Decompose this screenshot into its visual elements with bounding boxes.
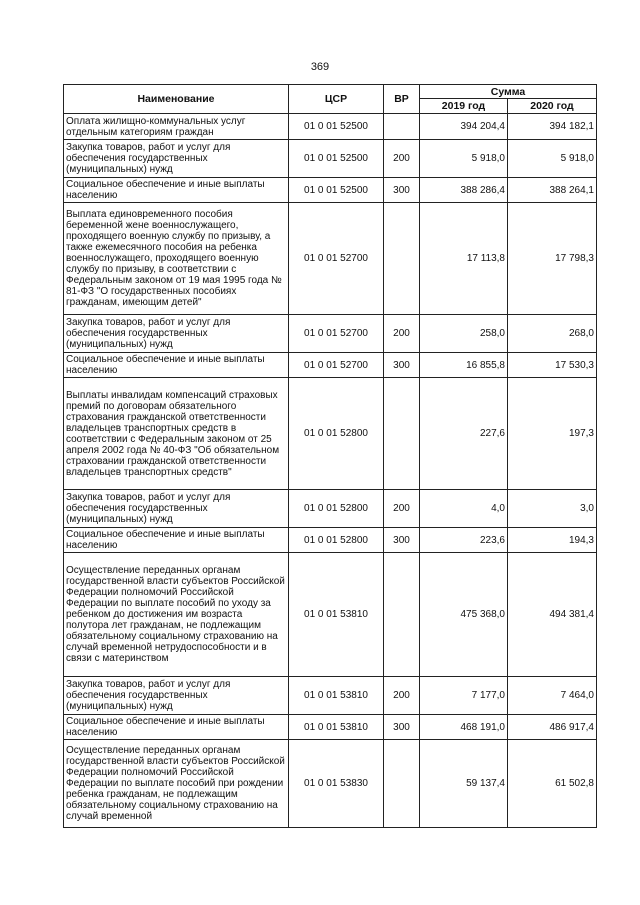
row-sum-2019: 227,6 [420,378,508,490]
row-sum-2020: 17 530,3 [508,353,597,378]
table-row [64,114,597,140]
table-row [64,353,597,378]
row-name: Осуществление переданных органам государственной власти субъектов Российской Федерации полномочий Российской Федерации по выплате пособий при рождении ребенка гражданам, не подлежащим обязательному социальному страхованию на случай временной [64,740,289,828]
row-sum-2019: 223,6 [420,528,508,553]
page-number: 369 [310,61,330,73]
row-vr: 200 [384,490,420,528]
table-row [64,140,597,178]
row-name: Выплата единовременного пособия беременной жене военнослужащего, проходящего военную службу по призыву, а также ежемесячного пособия на ребенка военнослужащего, проходящего военную службу по призыву, в соответствии с Федеральным законом от 19 мая 1995 года № 81-ФЗ "О государственных пособиях гражданам, имеющим детей" [64,203,289,315]
budget-table [63,84,597,828]
row-csr: 01 0 01 52500 [289,140,384,178]
column-header-vr: ВР [384,85,420,114]
row-vr [384,553,420,677]
row-sum-2019: 468 191,0 [420,715,508,740]
row-csr: 01 0 01 53810 [289,553,384,677]
row-csr: 01 0 01 52500 [289,178,384,203]
row-name: Социальное обеспечение и иные выплаты населению [64,715,289,740]
column-header-name: Наименование [64,85,289,114]
row-sum-2020: 388 264,1 [508,178,597,203]
row-name: Закупка товаров, работ и услуг для обеспечения государственных (муниципальных) нужд [64,677,289,715]
row-sum-2019: 17 113,8 [420,203,508,315]
row-sum-2020: 5 918,0 [508,140,597,178]
row-vr [384,378,420,490]
row-vr: 300 [384,353,420,378]
row-csr: 01 0 01 53810 [289,677,384,715]
table-header-row [64,85,597,99]
row-name: Социальное обеспечение и иные выплаты населению [64,353,289,378]
row-csr: 01 0 01 52800 [289,528,384,553]
row-name: Закупка товаров, работ и услуг для обеспечения государственных (муниципальных) нужд [64,140,289,178]
row-vr [384,203,420,315]
row-name: Выплаты инвалидам компенсаций страховых премий по договорам обязательного страхования гражданской ответственности владельцев транспортных средств в соответствии с Федеральным законом от 25 апреля 2002 года № 40-ФЗ "Об обязательном страховании гражданской ответственности владельцев транспортных средств" [64,378,289,490]
row-csr: 01 0 01 52800 [289,490,384,528]
row-sum-2020: 486 917,4 [508,715,597,740]
row-sum-2020: 17 798,3 [508,203,597,315]
table-row [64,178,597,203]
table-row [64,677,597,715]
table-row [64,378,597,490]
table-row [64,490,597,528]
row-sum-2019: 394 204,4 [420,114,508,140]
row-sum-2019: 388 286,4 [420,178,508,203]
row-csr: 01 0 01 53830 [289,740,384,828]
column-header-sum: Сумма [420,85,597,99]
table-row [64,528,597,553]
row-name: Оплата жилищно-коммунальных услуг отдельным категориям граждан [64,114,289,140]
row-name: Осуществление переданных органам государственной власти субъектов Российской Федерации полномочий Российской Федерации по выплате пособий по уходу за ребенком до достижения им возраста полутора лет гражданам, не подлежащим обязательному социальному страхованию на случай временной нетрудоспособности и в связи с материнством [64,553,289,677]
table-row [64,553,597,677]
row-sum-2019: 258,0 [420,315,508,353]
column-header-2020: 2020 год [508,99,597,114]
row-csr: 01 0 01 53810 [289,715,384,740]
table-row [64,740,597,828]
row-csr: 01 0 01 52800 [289,378,384,490]
row-vr [384,114,420,140]
row-vr [384,740,420,828]
row-sum-2019: 16 855,8 [420,353,508,378]
row-csr: 01 0 01 52700 [289,353,384,378]
column-header-csr: ЦСР [289,85,384,114]
row-name: Социальное обеспечение и иные выплаты населению [64,178,289,203]
row-sum-2020: 494 381,4 [508,553,597,677]
row-sum-2020: 268,0 [508,315,597,353]
row-name: Закупка товаров, работ и услуг для обеспечения государственных (муниципальных) нужд [64,315,289,353]
row-sum-2020: 3,0 [508,490,597,528]
row-sum-2020: 197,3 [508,378,597,490]
row-csr: 01 0 01 52700 [289,315,384,353]
row-sum-2019: 5 918,0 [420,140,508,178]
row-sum-2019: 475 368,0 [420,553,508,677]
column-header-2019: 2019 год [420,99,508,114]
row-sum-2020: 394 182,1 [508,114,597,140]
row-sum-2020: 61 502,8 [508,740,597,828]
row-vr: 200 [384,677,420,715]
row-csr: 01 0 01 52500 [289,114,384,140]
row-vr: 300 [384,178,420,203]
table-row [64,715,597,740]
row-sum-2019: 59 137,4 [420,740,508,828]
row-name: Закупка товаров, работ и услуг для обеспечения государственных (муниципальных) нужд [64,490,289,528]
row-vr: 300 [384,528,420,553]
row-vr: 200 [384,315,420,353]
table-row [64,203,597,315]
row-name: Социальное обеспечение и иные выплаты населению [64,528,289,553]
row-vr: 300 [384,715,420,740]
row-csr: 01 0 01 52700 [289,203,384,315]
row-sum-2019: 4,0 [420,490,508,528]
table-row [64,315,597,353]
row-sum-2020: 194,3 [508,528,597,553]
row-sum-2020: 7 464,0 [508,677,597,715]
row-sum-2019: 7 177,0 [420,677,508,715]
row-vr: 200 [384,140,420,178]
